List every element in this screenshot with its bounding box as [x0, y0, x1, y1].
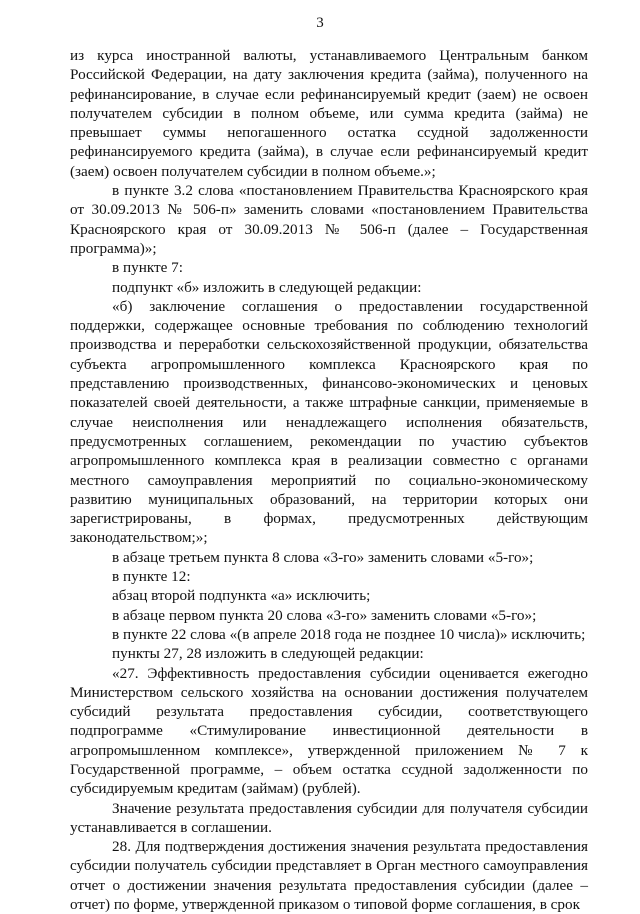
paragraph: в пункте 12: [112, 568, 191, 586]
paragraph: в абзаце первом пункта 20 слова «3-го» заменить словами «5-го»; [112, 606, 537, 624]
paragraph: в пункте 3.2 слова «постановлением Правительства Красноярского края от 30.09.2013 № 506-п» заменить словами «постановлением Правительства Красноярского края от 30.09.2013 № 506-п (далее – Государственная программа)»; [70, 182, 588, 257]
paragraph: в пункте 22 слова «(в апреле 2018 года не позднее 10 числа)» исключить; [112, 625, 586, 643]
paragraph: Значение результата предоставления субсидии для получателя субсидии устанавливается в соглашении. [70, 799, 588, 836]
paragraph: 28. Для подтверждения достижения значения результата предоставления субсидии получатель субсидии представляет в Орган местного самоуправления отчет о достижении значения результата предоставления субсидии (далее – отчет) по форме, утвержденной приказом о типовой форме соглашения, в срок [70, 838, 588, 914]
document-body [70, 46, 588, 914]
paragraph: абзац второй подпункта «а» исключить; [112, 587, 371, 605]
page-number: 3 [316, 15, 324, 31]
paragraph: в абзаце третьем пункта 8 слова «3-го» заменить словами «5-го»; [112, 548, 534, 566]
paragraph: «б) заключение соглашения о предоставлении государственной поддержки, содержащее основные требования по соблюдению технологий производства и переработки сельскохозяйственной продукции, обязательства субъекта агропромышленного комплекса Красноярского края по представлению производственных, финансово-экономических и ценовых показателей своей деятельности, а также штрафные санкции, применяемые в случае неисполнения или ненадлежащего исполнения обязательств, предусмотренных соглашением, рекомендации по участию субъектов агропромышленного комплекса края в реализации совместно с органами местного самоуправления мероприятий по социально-экономическому развитию муниципальных образований, на территории которых они зарегистрированы, в формах, предусмотренных действующим законодательством;»; [70, 297, 588, 547]
paragraph: в пункте 7: [112, 259, 183, 277]
paragraph: пункты 27, 28 изложить в следующей редакции: [112, 645, 424, 663]
paragraph: подпункт «б» изложить в следующей редакции: [112, 278, 422, 296]
paragraph: «27. Эффективность предоставления субсидии оценивается ежегодно Министерством сельского хозяйства на основании достижения получателем субсидий результата предоставления субсидии, соответствующего подпрограмме «Стимулирование инвестиционной деятельности в агропромышленном комплексе», утвержденной приложением № 7 к Государственной программе, – объем остатка ссудной задолженности по субсидируемым кредитам (займам) (рублей). [70, 664, 588, 798]
paragraph: из курса иностранной валюты, устанавливаемого Центральным банком Российской Федерации, на дату заключения кредита (займа), полученного на рефинансирование, в случае если рефинансируемый кредит (заем) не освоен получателем субсидии в полном объеме, или сумма кредита (займа) не превышает суммы непогашенного остатка ссудной задолженности рефинансируемого кредита (займа), в случае если рефинансируемый кредит (заем) освоен получателем субсидии в полном объеме.»; [70, 47, 588, 180]
